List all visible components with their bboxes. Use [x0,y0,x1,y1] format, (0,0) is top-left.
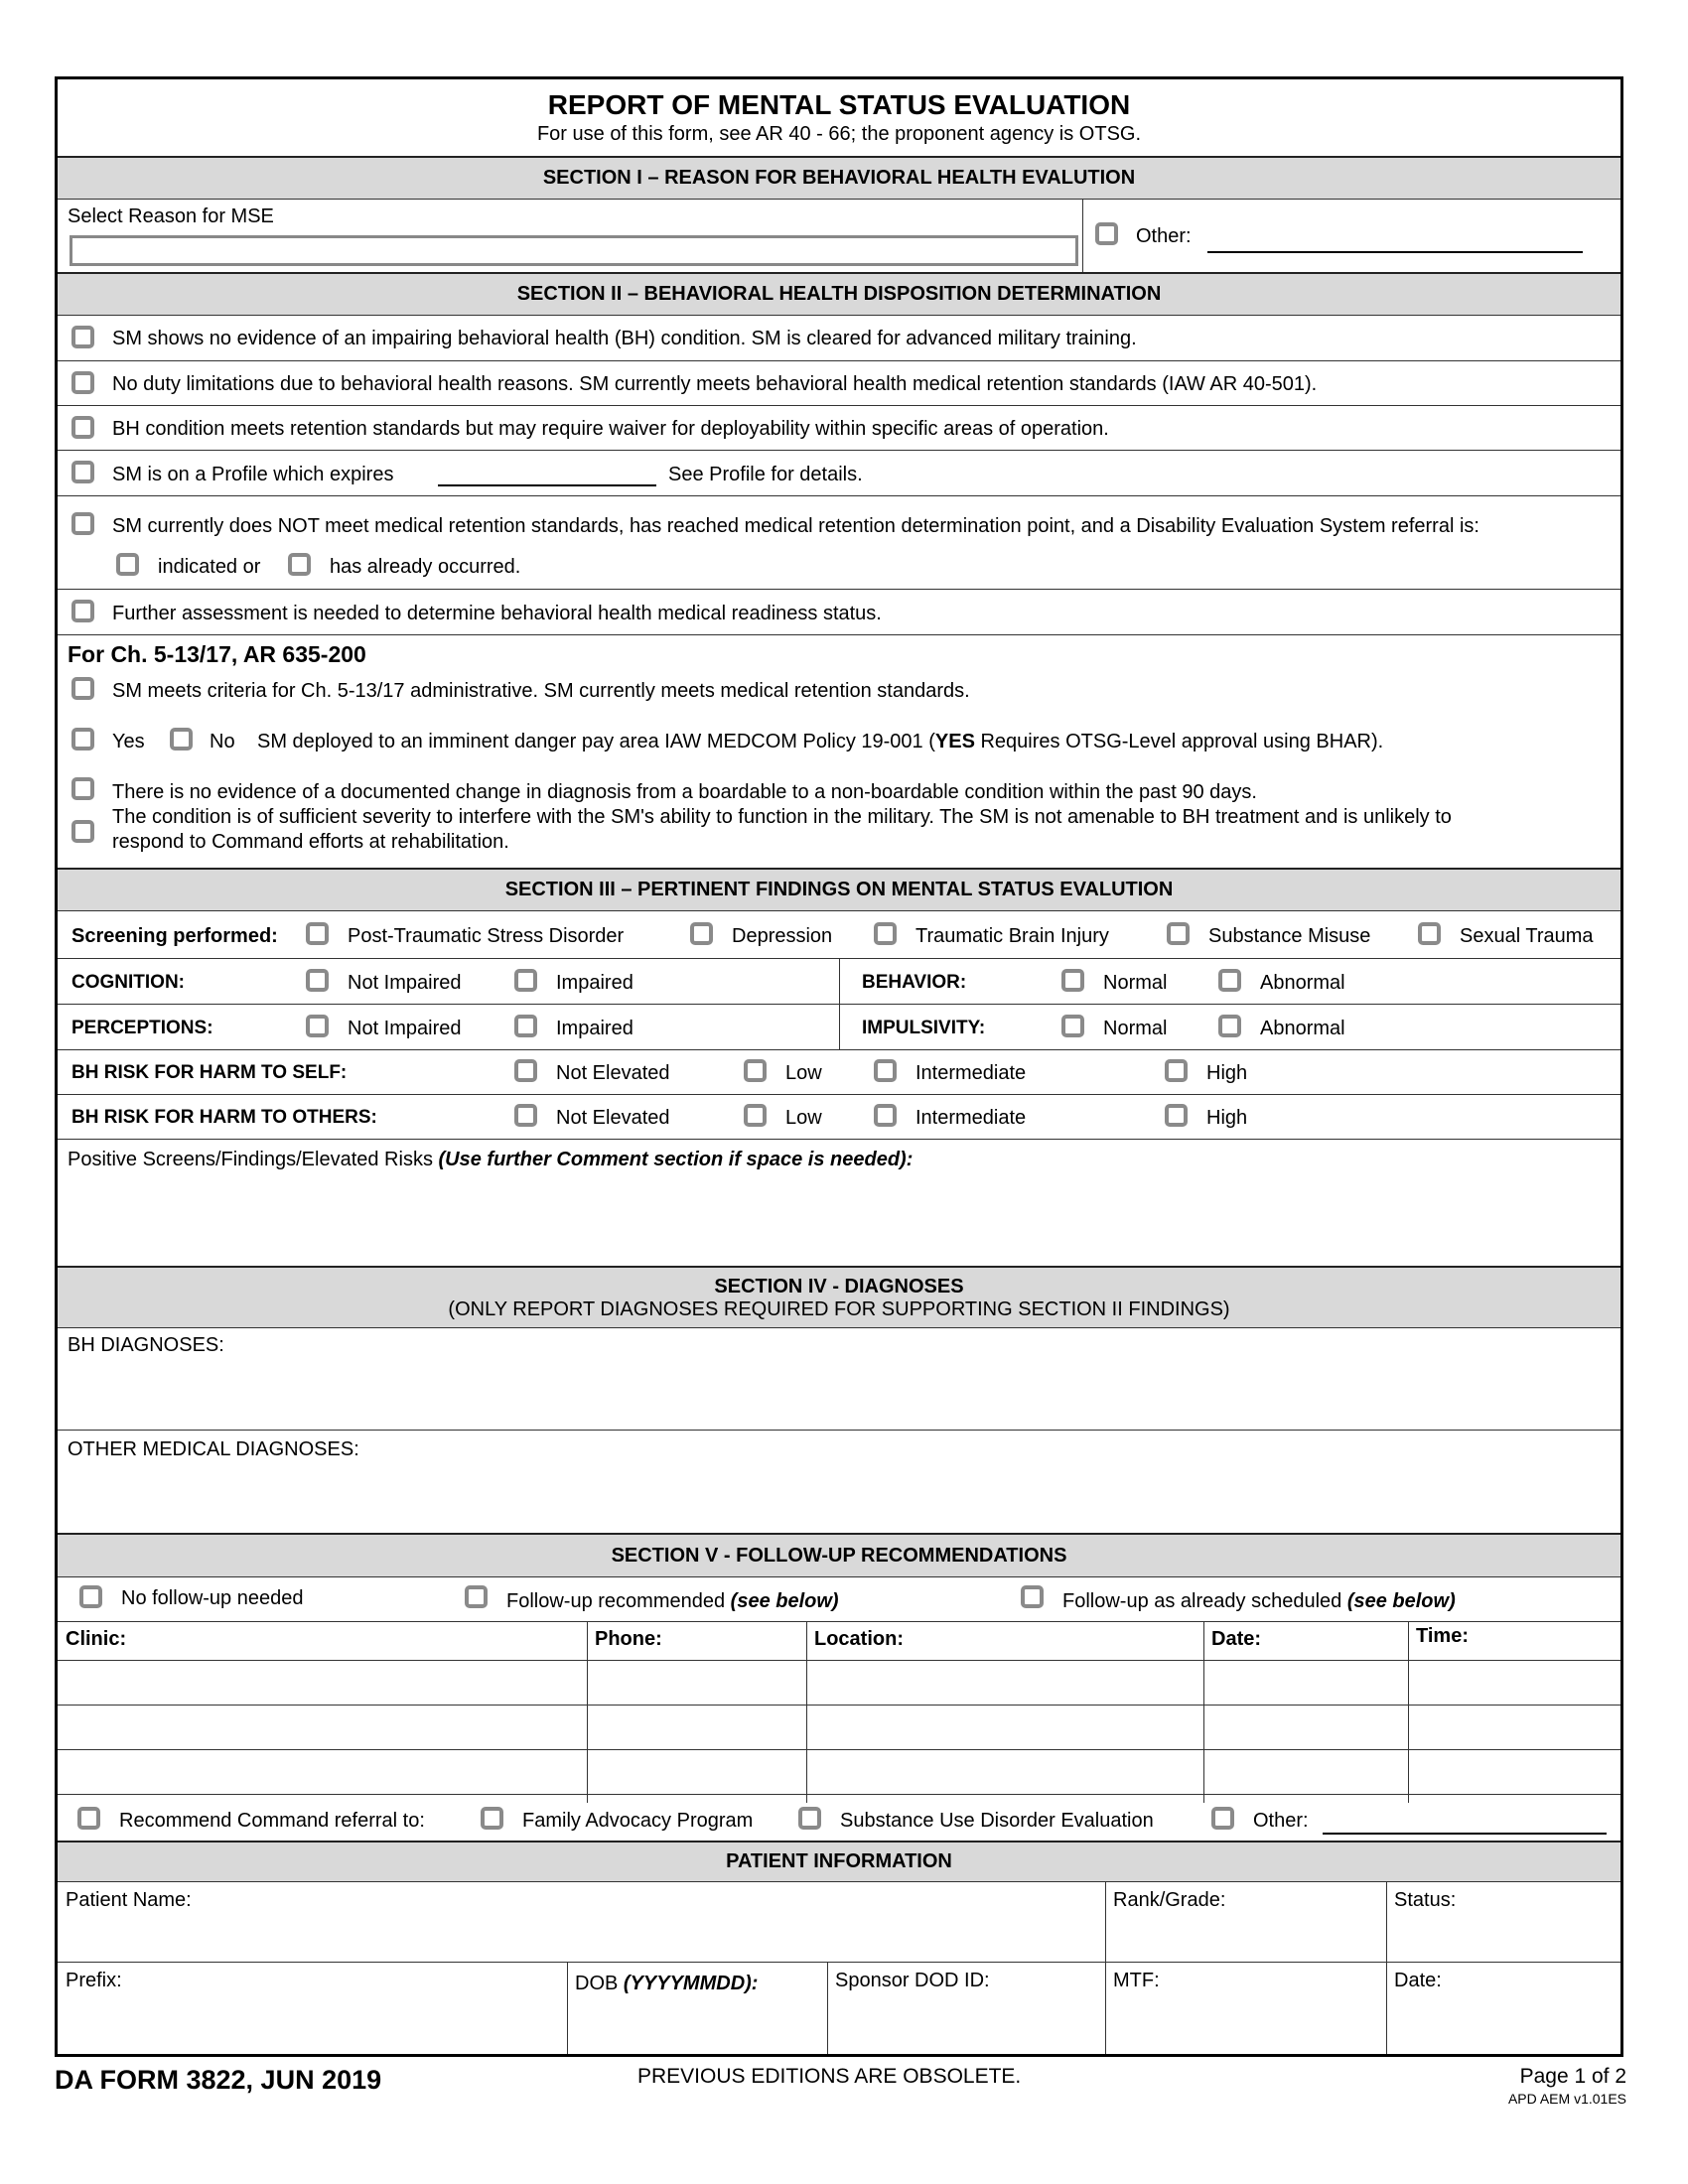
disposition-label: SM currently does NOT meet medical retention standards, has reached medical retention determination point, and a Disability Evaluation System referral is: [112,515,1479,537]
deploy-no-checkbox[interactable] [170,728,193,751]
divider [839,1005,840,1049]
des-indicated-label: indicated or [158,556,261,578]
section-1-header [58,156,1620,199]
risk-others-high-label: High [1206,1107,1248,1129]
followup-scheduled-label: Follow-up as already scheduled (see below) [1062,1590,1456,1612]
ch5-heading: For Ch. 5-13/17, AR 635-200 [68,641,366,667]
disposition-label: No duty limitations due to behavioral health reasons. SM currently meets behavioral health medical retention standards (IAW AR 40-501). [112,373,1318,395]
cognition-impaired-checkbox[interactable] [514,969,537,992]
positive-findings-field[interactable] [58,1139,1620,1266]
section-4-header [58,1266,1620,1327]
disposition-label: Further assessment is needed to determine behavioral health medical readiness status. [112,603,882,624]
section-3-title: SECTION III – PERTINENT FINDINGS ON MENTAL STATUS EVALUTION [504,879,1174,900]
other-reason-label: Other: [1136,225,1192,247]
followup-recommended-checkbox[interactable] [465,1585,488,1608]
col-divider [827,1963,828,2054]
followup-options-row [58,1576,1620,1621]
cognition-behavior-row [58,958,1620,1004]
behavior-normal-label: Normal [1103,972,1168,994]
screening-row [58,910,1620,958]
select-reason-label: Select Reason for MSE [68,205,274,227]
disposition-checkbox-des[interactable] [71,512,94,535]
impulsivity-normal-checkbox[interactable] [1061,1015,1084,1037]
section-5-header [58,1533,1620,1576]
form-header [58,79,1620,156]
cognition-impaired-label: Impaired [556,972,633,994]
perceptions-impulsivity-row [58,1004,1620,1049]
followup-recommended-label: Follow-up recommended (see below) [506,1590,839,1612]
other-diagnoses-label: OTHER MEDICAL DIAGNOSES: [68,1438,359,1460]
referral-row [58,1794,1620,1841]
disposition-checkbox-waiver[interactable] [71,416,94,439]
section-1-title: SECTION I – REASON FOR BEHAVIORAL HEALTH EVALUTION [542,167,1136,189]
date-label: Date: [1394,1970,1442,1991]
family-advocacy-checkbox[interactable] [481,1807,503,1830]
disposition-label: SM shows no evidence of an impairing behavioral health (BH) condition. SM is cleared for advanced military training. [112,328,1137,349]
followup-table [58,1621,1620,1803]
other-diagnoses-field[interactable] [58,1430,1620,1533]
screening-sexual-trauma-checkbox[interactable] [1418,922,1441,945]
disposition-row [58,589,1620,634]
patient-row-1 [58,1881,1620,1962]
impulsivity-abnormal-label: Abnormal [1260,1018,1345,1039]
profile-suffix: See Profile for details. [668,464,863,485]
cognition-not-impaired-label: Not Impaired [348,972,462,994]
bh-diagnoses-label: BH DIAGNOSES: [68,1334,224,1356]
screening-depression-checkbox[interactable] [690,922,713,945]
no-diagnosis-change-checkbox[interactable] [71,777,94,800]
risk-self-not-elevated-checkbox[interactable] [514,1059,537,1082]
form-frame [55,76,1623,2057]
risk-others-low-checkbox[interactable] [744,1104,767,1127]
col-header-location: Location: [814,1628,904,1650]
sponsor-dod-id-label: Sponsor DOD ID: [835,1970,990,1991]
section-5-title: SECTION V - FOLLOW-UP RECOMMENDATIONS [611,1545,1067,1567]
behavior-abnormal-checkbox[interactable] [1218,969,1241,992]
des-occurred-label: has already occurred. [330,556,521,578]
referral-other-label: Other: [1253,1810,1309,1832]
ch5-block [58,634,1620,868]
col-header-phone: Phone: [595,1628,662,1650]
perceptions-impaired-label: Impaired [556,1018,633,1039]
screening-tbi-label: Traumatic Brain Injury [915,925,1109,947]
form-id: DA FORM 3822, JUN 2019 [55,2065,382,2095]
deploy-statement: SM deployed to an imminent danger pay area IAW MEDCOM Policy 19-001 (YES Requires OTSG-Level approval using BHAR). [257,731,1384,752]
cognition-label: COGNITION: [71,972,185,993]
ch5-criteria-checkbox[interactable] [71,677,94,700]
perceptions-impaired-checkbox[interactable] [514,1015,537,1037]
col-divider [1105,1963,1106,2054]
risk-self-low-checkbox[interactable] [744,1059,767,1082]
screening-substance-checkbox[interactable] [1167,922,1190,945]
disposition-row [58,405,1620,450]
disposition-row [58,360,1620,405]
section-1-body [58,199,1620,272]
page-number: Page 1 of 2 [1519,2065,1626,2088]
col-header-time: Time: [1416,1625,1469,1647]
substance-eval-checkbox[interactable] [798,1807,821,1830]
disposition-label: BH condition meets retention standards but may require waiver for deployability within specific areas of operation. [112,418,1109,440]
disposition-label: SM is on a Profile which expires [112,464,394,485]
risk-self-label: BH RISK FOR HARM TO SELF: [71,1062,348,1083]
perceptions-label: PERCEPTIONS: [71,1018,213,1038]
risk-others-intermediate-checkbox[interactable] [874,1104,897,1127]
col-divider [1386,1963,1387,2054]
table-row[interactable] [58,1705,1620,1749]
other-reason-input[interactable] [1207,251,1583,253]
table-row[interactable] [58,1660,1620,1705]
risk-others-not-elevated-label: Not Elevated [556,1107,670,1129]
form-title: REPORT OF MENTAL STATUS EVALUATION [547,89,1131,120]
impulsivity-abnormal-checkbox[interactable] [1218,1015,1241,1037]
positive-findings-label: Positive Screens/Findings/Elevated Risks (Use further Comment section if space is needed): [68,1149,914,1170]
family-advocacy-label: Family Advocacy Program [522,1810,754,1832]
deploy-no-label: No [210,731,235,752]
bh-diagnoses-field[interactable] [58,1327,1620,1430]
obsolete-notice: PREVIOUS EDITIONS ARE OBSOLETE. [637,2065,1022,2088]
prefix-label: Prefix: [66,1970,122,1991]
disposition-row [58,315,1620,360]
substance-eval-label: Substance Use Disorder Evaluation [840,1810,1154,1832]
patient-info-title: PATIENT INFORMATION [726,1850,952,1872]
screening-substance-label: Substance Misuse [1208,925,1371,947]
mtf-label: MTF: [1113,1970,1160,1991]
section-4-title: SECTION IV - DIAGNOSES [714,1276,964,1297]
behavior-normal-checkbox[interactable] [1061,969,1084,992]
disposition-row [58,495,1620,589]
screening-sexual-trauma-label: Sexual Trauma [1460,925,1594,947]
screening-depression-label: Depression [732,925,833,947]
command-referral-checkbox[interactable] [77,1807,100,1830]
behavior-abnormal-label: Abnormal [1260,972,1345,994]
disposition-row [58,450,1620,495]
risk-self-high-label: High [1206,1062,1248,1084]
severity-label: The condition is of sufficient severity to interfere with the SM's ability to function in the military. The SM is not amenable to BH treatment and is unlikely to [112,806,1452,828]
no-followup-label: No follow-up needed [121,1587,304,1609]
section-4-subtitle: (ONLY REPORT DIAGNOSES REQUIRED FOR SUPPORTING SECTION II FINDINGS) [448,1298,1230,1320]
divider [839,959,840,1004]
risk-self-row [58,1049,1620,1094]
risk-others-low-label: Low [785,1107,822,1129]
risk-others-intermediate-label: Intermediate [915,1107,1027,1129]
divider [1082,200,1083,272]
table-row[interactable] [58,1749,1620,1795]
risk-self-high-checkbox[interactable] [1165,1059,1188,1082]
screening-ptsd-label: Post-Traumatic Stress Disorder [348,925,625,947]
cognition-not-impaired-checkbox[interactable] [306,969,329,992]
behavior-label: BEHAVIOR: [862,972,967,993]
rank-grade-label: Rank/Grade: [1113,1889,1226,1911]
referral-other-input[interactable] [1323,1833,1607,1835]
des-occurred-checkbox[interactable] [288,553,311,576]
section-2-title: SECTION II – BEHAVIORAL HEALTH DISPOSITION DETERMINATION [516,283,1162,305]
risk-self-intermediate-label: Intermediate [915,1062,1027,1084]
screening-tbi-checkbox[interactable] [874,922,897,945]
patient-row-2 [58,1962,1620,2054]
risk-others-high-checkbox[interactable] [1165,1104,1188,1127]
deploy-yes-checkbox[interactable] [71,728,94,751]
form-version: APD AEM v1.01ES [1507,2091,1626,2107]
col-divider [1105,1882,1106,1962]
no-followup-checkbox[interactable] [79,1585,102,1608]
risk-others-row [58,1094,1620,1139]
patient-name-label: Patient Name: [66,1889,192,1911]
disposition-checkbox-further-assessment[interactable] [71,600,94,622]
perceptions-not-impaired-checkbox[interactable] [306,1015,329,1037]
severity-checkbox[interactable] [71,820,94,843]
screening-ptsd-checkbox[interactable] [306,922,329,945]
risk-self-not-elevated-label: Not Elevated [556,1062,670,1084]
risk-others-not-elevated-checkbox[interactable] [514,1104,537,1127]
risk-self-low-label: Low [785,1062,822,1084]
risk-self-intermediate-checkbox[interactable] [874,1059,897,1082]
perceptions-not-impaired-label: Not Impaired [348,1018,462,1039]
severity-label-cont: respond to Command efforts at rehabilitation. [112,831,509,853]
deploy-yes-label: Yes [112,731,145,752]
followup-scheduled-checkbox[interactable] [1021,1585,1044,1608]
ch5-criteria-label: SM meets criteria for Ch. 5-13/17 administrative. SM currently meets medical retention standards. [112,680,970,702]
disposition-checkbox-cleared[interactable] [71,326,94,348]
risk-others-label: BH RISK FOR HARM TO OTHERS: [71,1107,377,1128]
col-header-date: Date: [1211,1628,1262,1650]
disposition-checkbox-profile[interactable] [71,461,94,483]
disposition-checkbox-no-limitations[interactable] [71,371,94,394]
referral-other-checkbox[interactable] [1211,1807,1234,1830]
impulsivity-normal-label: Normal [1103,1018,1168,1039]
status-label: Status: [1394,1889,1457,1911]
no-diagnosis-change-label: There is no evidence of a documented change in diagnosis from a boardable to a non-boardable condition within the past 90 days. [112,781,1257,803]
command-referral-label: Recommend Command referral to: [119,1810,425,1832]
form-subtitle: For use of this form, see AR 40 - 66; the proponent agency is OTSG. [536,123,1142,145]
impulsivity-label: IMPULSIVITY: [862,1018,986,1038]
des-indicated-checkbox[interactable] [116,553,139,576]
other-reason-checkbox[interactable] [1095,222,1118,245]
col-header-clinic: Clinic: [66,1628,127,1650]
reason-select[interactable] [70,235,1078,266]
profile-expires-input[interactable] [438,484,656,486]
screening-label: Screening performed: [71,925,278,947]
col-divider [1386,1882,1387,1962]
section-2-header [58,272,1620,315]
section-3-header [58,868,1620,910]
col-divider [567,1963,568,2054]
dob-label: DOB (YYYYMMDD): [575,1973,759,1994]
patient-info-header [58,1841,1620,1881]
